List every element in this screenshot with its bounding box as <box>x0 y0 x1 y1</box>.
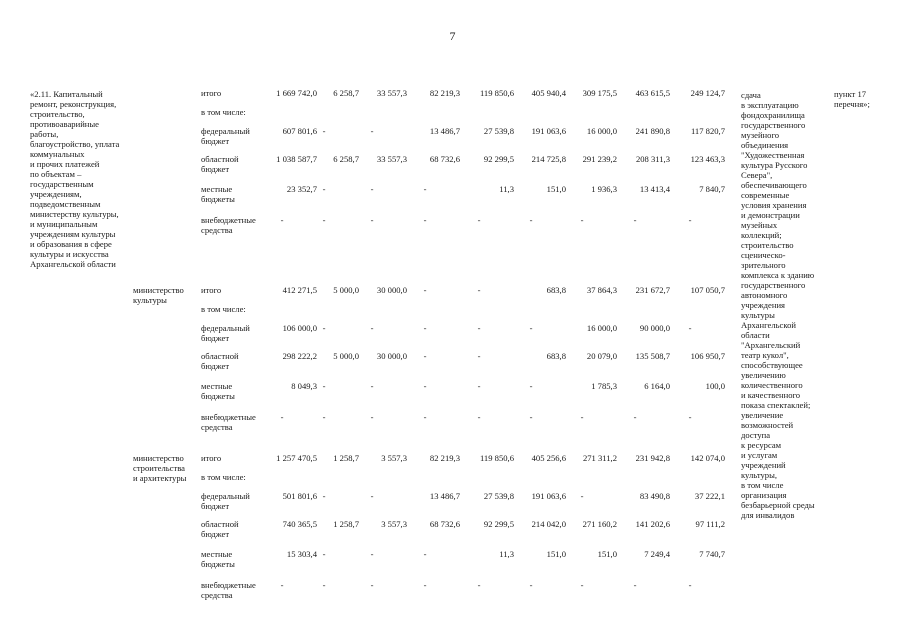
value-cell: - <box>423 381 427 391</box>
value-cell: 92 299,5 <box>483 154 514 164</box>
source-label-total: итого <box>201 453 222 463</box>
expected-result-line: количественного <box>741 380 803 390</box>
expected-result-line: и качественного <box>741 390 801 400</box>
expected-result-line: комплекса к зданию <box>741 270 815 280</box>
source-label-regional: областной <box>201 154 239 164</box>
expected-result-line: "Художественная <box>741 150 805 160</box>
value-cell: 119 850,6 <box>479 453 514 463</box>
value-cell: 241 890,8 <box>635 126 670 136</box>
expected-result-line: "Архангельский <box>741 340 801 350</box>
value-cell: 214 725,8 <box>531 154 566 164</box>
value-cell: - <box>370 215 374 225</box>
value-cell: 740 365,5 <box>282 519 317 529</box>
value-cell: 106 950,7 <box>690 351 725 361</box>
expected-result-line: автономного <box>741 290 788 300</box>
value-cell: - <box>423 215 427 225</box>
expected-result-line: объединения <box>741 140 789 150</box>
expected-result-line: показа спектаклей; <box>741 400 811 410</box>
row-label-line: «2.11. Капитальный <box>30 89 103 99</box>
source-label-local: бюджеты <box>201 391 235 401</box>
value-cell: - <box>322 323 326 333</box>
value-cell: 11,3 <box>499 549 514 559</box>
expected-result-line: культура Русского <box>741 160 808 170</box>
value-cell: 463 615,5 <box>635 88 670 98</box>
expected-result-line: современные <box>741 190 790 200</box>
value-cell: 6 164,0 <box>644 381 670 391</box>
value-cell: 33 557,3 <box>376 154 407 164</box>
row-label-line: ремонт, реконструкция, <box>30 99 117 109</box>
expected-result-line: культуры <box>741 310 775 320</box>
value-cell: 82 219,3 <box>429 453 460 463</box>
value-cell: 405 940,4 <box>531 88 566 98</box>
executor-name-line: культуры <box>133 295 167 305</box>
value-cell: - <box>688 412 692 422</box>
source-label-total: итого <box>201 88 222 98</box>
source-label-local: местные <box>201 184 233 194</box>
value-cell: 23 352,7 <box>286 184 317 194</box>
value-cell: 309 175,5 <box>582 88 617 98</box>
value-cell: - <box>529 215 533 225</box>
value-cell: 291 239,2 <box>582 154 617 164</box>
expected-result-line: к ресурсам <box>741 440 782 450</box>
value-cell: 37 222,1 <box>694 491 725 501</box>
expected-result-line: музейного <box>741 130 780 140</box>
expected-result-line: государственного <box>741 120 806 130</box>
value-cell: 135 508,7 <box>635 351 670 361</box>
value-cell: 191 063,6 <box>531 126 566 136</box>
value-cell: 15 303,4 <box>286 549 317 559</box>
row-label-line: учреждениям культуры <box>30 229 116 239</box>
source-label-local: бюджеты <box>201 559 235 569</box>
value-cell: 8 049,3 <box>291 381 317 391</box>
value-cell: - <box>370 412 374 422</box>
source-label-regional: бюджет <box>201 361 230 371</box>
value-cell: - <box>580 412 584 422</box>
value-cell: - <box>633 412 637 422</box>
source-label-regional: бюджет <box>201 164 230 174</box>
value-cell: - <box>529 323 533 333</box>
source-label-regional: бюджет <box>201 529 230 539</box>
value-cell: 683,8 <box>546 285 566 295</box>
value-cell: - <box>280 412 284 422</box>
value-cell: - <box>370 491 374 501</box>
value-cell: 6 258,7 <box>333 154 359 164</box>
value-cell: 298 222,2 <box>282 351 317 361</box>
source-label-including: в том числе: <box>201 304 246 314</box>
expected-result-line: безбарьерной среды <box>741 500 815 510</box>
value-cell: - <box>477 580 481 590</box>
value-cell: 20 079,0 <box>586 351 617 361</box>
expected-result-line: Архангельской <box>741 320 796 330</box>
expected-result-line: фондохранилища <box>741 110 805 120</box>
source-label-extra: средства <box>201 590 233 600</box>
expected-result-line: сдача <box>741 90 761 100</box>
value-cell: 142 074,0 <box>690 453 725 463</box>
row-label-line: по объектам – <box>30 169 82 179</box>
expected-result-line: учреждений <box>741 460 786 470</box>
value-cell: 27 539,8 <box>483 126 514 136</box>
value-cell: - <box>322 491 326 501</box>
expected-result-line: в эксплуатацию <box>741 100 799 110</box>
source-label-total: итого <box>201 285 222 295</box>
value-cell: - <box>370 381 374 391</box>
value-cell: 683,8 <box>546 351 566 361</box>
source-label-federal: федеральный <box>201 323 250 333</box>
page-number: 7 <box>449 29 456 43</box>
row-label-line: противоаварийные <box>30 119 99 129</box>
row-label-line: министерству культуры, <box>30 209 119 219</box>
value-cell: - <box>529 580 533 590</box>
value-cell: - <box>688 323 692 333</box>
value-cell: 33 557,3 <box>376 88 407 98</box>
value-cell: 1 785,3 <box>591 381 617 391</box>
expected-result-line: обеспечивающего <box>741 180 807 190</box>
value-cell: 123 463,3 <box>690 154 725 164</box>
value-cell: - <box>370 549 374 559</box>
value-cell: 100,0 <box>705 381 725 391</box>
row-label-line: благоустройство, уплата <box>30 139 120 149</box>
value-cell: - <box>322 126 326 136</box>
value-cell: 1 258,7 <box>333 519 359 529</box>
expected-result-line: зрительного <box>741 260 786 270</box>
source-label-including: в том числе: <box>201 472 246 482</box>
value-cell: - <box>322 412 326 422</box>
expected-result-line: для инвалидов <box>741 510 795 520</box>
row-label-line: работы, <box>30 129 59 139</box>
value-cell: 7 249,4 <box>644 549 670 559</box>
value-cell: 106 000,0 <box>282 323 317 333</box>
source-label-extra: внебюджетные <box>201 412 256 422</box>
value-cell: - <box>580 580 584 590</box>
value-cell: - <box>688 580 692 590</box>
value-cell: 5 000,0 <box>333 285 359 295</box>
expected-result-line: Севера", <box>741 170 773 180</box>
value-cell: - <box>477 323 481 333</box>
value-cell: 271 160,2 <box>582 519 617 529</box>
value-cell: 68 732,6 <box>429 154 460 164</box>
value-cell: 501 801,6 <box>282 491 317 501</box>
value-cell: 27 539,8 <box>483 491 514 501</box>
value-cell: - <box>477 412 481 422</box>
expected-result-line: коллекций; <box>741 230 782 240</box>
value-cell: 1 258,7 <box>333 453 359 463</box>
source-label-federal: бюджет <box>201 333 230 343</box>
value-cell: 1 257 470,5 <box>276 453 317 463</box>
value-cell: 16 000,0 <box>586 323 617 333</box>
value-cell: - <box>633 580 637 590</box>
source-label-regional: областной <box>201 519 239 529</box>
value-cell: - <box>370 323 374 333</box>
value-cell: 13 486,7 <box>429 126 460 136</box>
value-cell: 3 557,3 <box>381 453 407 463</box>
expected-result-line: и услугам <box>741 450 778 460</box>
expected-result-line: культуры, <box>741 470 778 480</box>
reference-line: пункт 17 <box>834 89 867 99</box>
value-cell: 141 202,6 <box>635 519 670 529</box>
value-cell: - <box>423 351 427 361</box>
executor-name-line: министерство <box>133 285 184 295</box>
source-label-extra: внебюджетные <box>201 215 256 225</box>
row-label-line: культуры и искусства <box>30 249 109 259</box>
value-cell: 271 311,2 <box>582 453 617 463</box>
row-label-line: коммунальных <box>30 149 85 159</box>
value-cell: 117 820,7 <box>690 126 725 136</box>
value-cell: - <box>529 381 533 391</box>
executor-name-line: строительства <box>133 463 185 473</box>
value-cell: - <box>633 215 637 225</box>
expected-result-line: учреждения <box>741 300 786 310</box>
value-cell: 13 413,4 <box>639 184 670 194</box>
row-label-line: и прочих платежей <box>30 159 100 169</box>
source-label-extra: средства <box>201 225 233 235</box>
value-cell: 607 801,6 <box>282 126 317 136</box>
value-cell: - <box>423 184 427 194</box>
value-cell: 151,0 <box>546 549 566 559</box>
value-cell: 208 311,3 <box>635 154 670 164</box>
expected-result-line: возможностей <box>741 420 794 430</box>
value-cell: - <box>423 549 427 559</box>
value-cell: 405 256,6 <box>531 453 566 463</box>
value-cell: 37 864,3 <box>586 285 617 295</box>
value-cell: 82 219,3 <box>429 88 460 98</box>
source-label-extra: внебюджетные <box>201 580 256 590</box>
value-cell: 151,0 <box>546 184 566 194</box>
value-cell: - <box>322 184 326 194</box>
source-label-federal: бюджет <box>201 501 230 511</box>
row-label-line: государственным <box>30 179 94 189</box>
expected-result-line: способствующее <box>741 360 803 370</box>
source-label-extra: средства <box>201 422 233 432</box>
source-label-including: в том числе: <box>201 107 246 117</box>
value-cell: 231 672,7 <box>635 285 670 295</box>
source-label-local: местные <box>201 381 233 391</box>
expected-result-line: и демонстрации <box>741 210 800 220</box>
expected-result-line: театр кукол", <box>741 350 789 360</box>
expected-result-line: увеличение <box>741 410 784 420</box>
value-cell: 16 000,0 <box>586 126 617 136</box>
value-cell: 92 299,5 <box>483 519 514 529</box>
value-cell: - <box>423 412 427 422</box>
value-cell: 107 050,7 <box>690 285 725 295</box>
value-cell: 1 669 742,0 <box>276 88 317 98</box>
row-label-line: Архангельской области <box>30 259 116 269</box>
value-cell: 83 490,8 <box>639 491 670 501</box>
executor-name-line: и архитектуры <box>133 473 187 483</box>
row-label-line: и муниципальным <box>30 219 98 229</box>
value-cell: 151,0 <box>597 549 617 559</box>
value-cell: - <box>477 381 481 391</box>
value-cell: 30 000,0 <box>376 351 407 361</box>
value-cell: - <box>322 215 326 225</box>
expected-result-line: организация <box>741 490 787 500</box>
value-cell: - <box>370 580 374 590</box>
value-cell: - <box>423 323 427 333</box>
source-label-federal: федеральный <box>201 491 250 501</box>
value-cell: - <box>580 215 584 225</box>
reference-line: перечня»; <box>834 99 870 109</box>
value-cell: - <box>370 184 374 194</box>
value-cell: 13 486,7 <box>429 491 460 501</box>
value-cell: 214 042,0 <box>531 519 566 529</box>
value-cell: 1 038 587,7 <box>276 154 317 164</box>
executor-name-line: министерство <box>133 453 184 463</box>
expected-result-line: условия хранения <box>741 200 807 210</box>
value-cell: - <box>322 381 326 391</box>
source-label-federal: федеральный <box>201 126 250 136</box>
row-label-line: учреждениям, <box>30 189 82 199</box>
value-cell: - <box>477 215 481 225</box>
value-cell: - <box>580 491 584 501</box>
value-cell: 119 850,6 <box>479 88 514 98</box>
value-cell: - <box>529 412 533 422</box>
value-cell: - <box>322 549 326 559</box>
value-cell: 191 063,6 <box>531 491 566 501</box>
value-cell: - <box>477 351 481 361</box>
source-label-local: бюджеты <box>201 194 235 204</box>
source-label-regional: областной <box>201 351 239 361</box>
value-cell: - <box>322 580 326 590</box>
source-label-federal: бюджет <box>201 136 230 146</box>
expected-result-line: области <box>741 330 770 340</box>
row-label-line: строительство, <box>30 109 85 119</box>
value-cell: - <box>688 215 692 225</box>
row-label-line: и образования в сфере <box>30 239 112 249</box>
value-cell: 90 000,0 <box>639 323 670 333</box>
expected-result-line: сценическо- <box>741 250 786 260</box>
value-cell: 68 732,6 <box>429 519 460 529</box>
value-cell: 97 111,2 <box>695 519 725 529</box>
value-cell: 6 258,7 <box>333 88 359 98</box>
value-cell: - <box>423 285 427 295</box>
value-cell: 3 557,3 <box>381 519 407 529</box>
value-cell: 1 936,3 <box>591 184 617 194</box>
value-cell: 7 740,7 <box>699 549 725 559</box>
value-cell: 7 840,7 <box>699 184 725 194</box>
value-cell: - <box>280 215 284 225</box>
value-cell: 412 271,5 <box>282 285 317 295</box>
expected-result-line: увеличению <box>741 370 786 380</box>
value-cell: 249 124,7 <box>690 88 725 98</box>
expected-result-line: строительство <box>741 240 794 250</box>
source-label-local: местные <box>201 549 233 559</box>
value-cell: 231 942,8 <box>635 453 670 463</box>
value-cell: - <box>423 580 427 590</box>
expected-result-line: государственного <box>741 280 806 290</box>
expected-result-line: музейных <box>741 220 778 230</box>
value-cell: 5 000,0 <box>333 351 359 361</box>
value-cell: - <box>370 126 374 136</box>
value-cell: - <box>280 580 284 590</box>
expected-result-line: доступа <box>741 430 771 440</box>
row-label-line: подведомственным <box>30 199 101 209</box>
expected-result-line: в том числе <box>741 480 784 490</box>
value-cell: 11,3 <box>499 184 514 194</box>
value-cell: 30 000,0 <box>376 285 407 295</box>
value-cell: - <box>477 285 481 295</box>
